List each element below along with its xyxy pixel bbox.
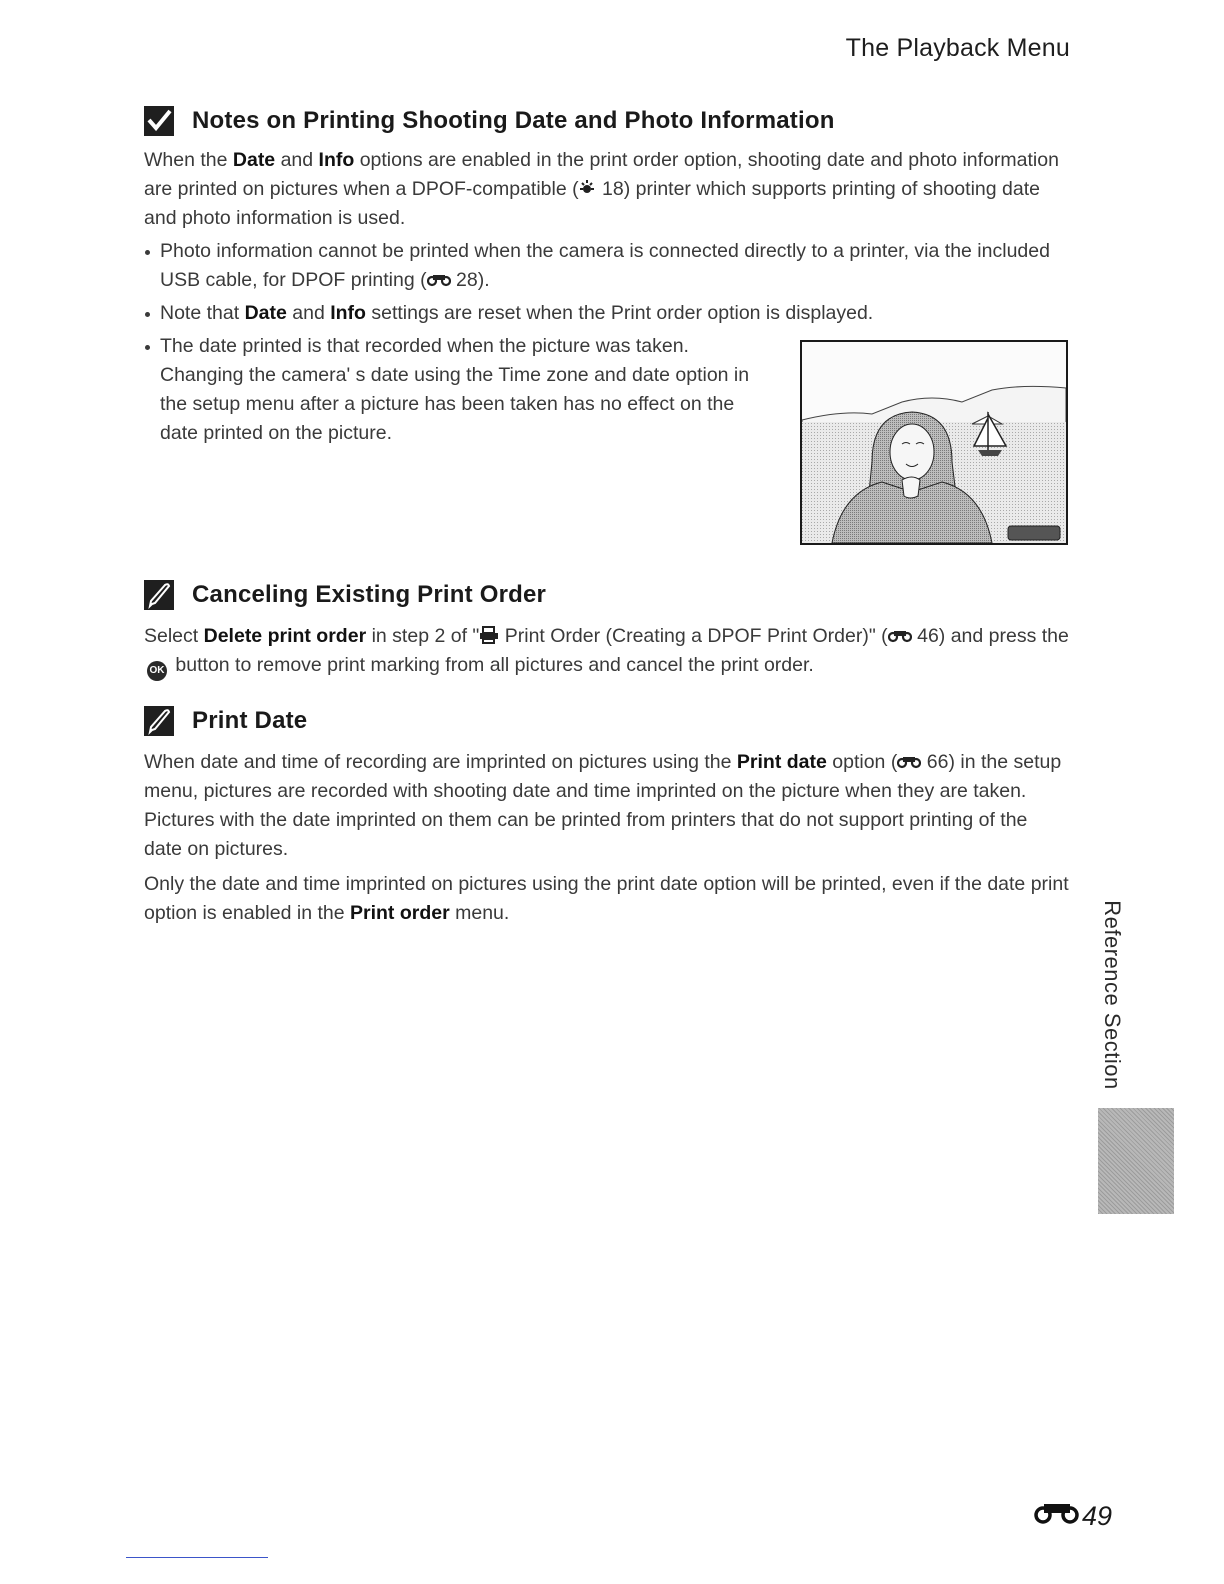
running-header: The Playback Menu — [845, 34, 1070, 62]
notes-title: Notes on Printing Shooting Date and Photo Information — [192, 107, 835, 134]
cancel-title: Canceling Existing Print Order — [192, 581, 547, 608]
cancel-heading — [144, 578, 1070, 612]
list-item: The date printed is that recorded when the picture was taken. Changing the camera' s date using the Time zone and date option in the setup menu after a picture has been taken has no effect on the date printed on the picture. — [144, 332, 760, 448]
print-order-icon — [479, 625, 499, 647]
reference-section-icon — [1034, 1501, 1082, 1532]
page-number: 49 — [1034, 1501, 1112, 1532]
pencil-note-icon — [144, 706, 174, 736]
pencil-note-icon — [144, 580, 174, 610]
list-item: Note that Date and Info settings are reset when the Print order option is displayed. — [144, 299, 1064, 328]
footer-link-rule — [126, 1557, 268, 1558]
print-date-heading — [144, 704, 1070, 738]
cancel-paragraph: Select Delete print order in step 2 of " Print Order (Creating a DPOF Print Order)" ( 46) and press the OK button to remove print marking from all pictures and cancel the print order. — [144, 622, 1070, 681]
setup-reference-icon — [579, 178, 597, 200]
section-thumb-tab — [1098, 1108, 1174, 1214]
notes-intro: When the Date and Info options are enabled in the print order option, shooting date and photo information are printed on pictures when a DPOF-compatible ( 18) printer which supports printing of shooting date and photo information is used. — [144, 149, 1059, 229]
reference-section-icon — [888, 625, 912, 647]
print-date-paragraph-1: When date and time of recording are imprinted on pictures using the Print date option ( 66) in the setup menu, pictures are recorded with shooting date and time imprinted on the picture when they are taken. Pictures with the date imprinted on them can be printed from printers that do not support printing of the date on pictures. — [144, 751, 1062, 860]
notes-heading — [144, 104, 1070, 138]
print-date-title: Print Date — [192, 707, 308, 734]
side-tab-label: Reference Section — [1100, 900, 1125, 1090]
cancel-section — [144, 578, 1070, 681]
reference-section-icon — [427, 269, 451, 291]
reference-section-icon — [897, 751, 921, 773]
list-item: Photo information cannot be printed when the camera is connected directly to a printer, via the included USB cable, for DPOF printing ( 28). — [144, 237, 1064, 295]
check-box-icon — [144, 106, 174, 136]
print-date-section — [144, 704, 1070, 928]
sample-photo — [800, 340, 1068, 545]
ok-button-icon: OK — [147, 661, 167, 681]
print-date-paragraph-2: Only the date and time imprinted on pictures using the print date option will be printed, even if the date print option is enabled in the Print order menu. — [144, 873, 1069, 924]
